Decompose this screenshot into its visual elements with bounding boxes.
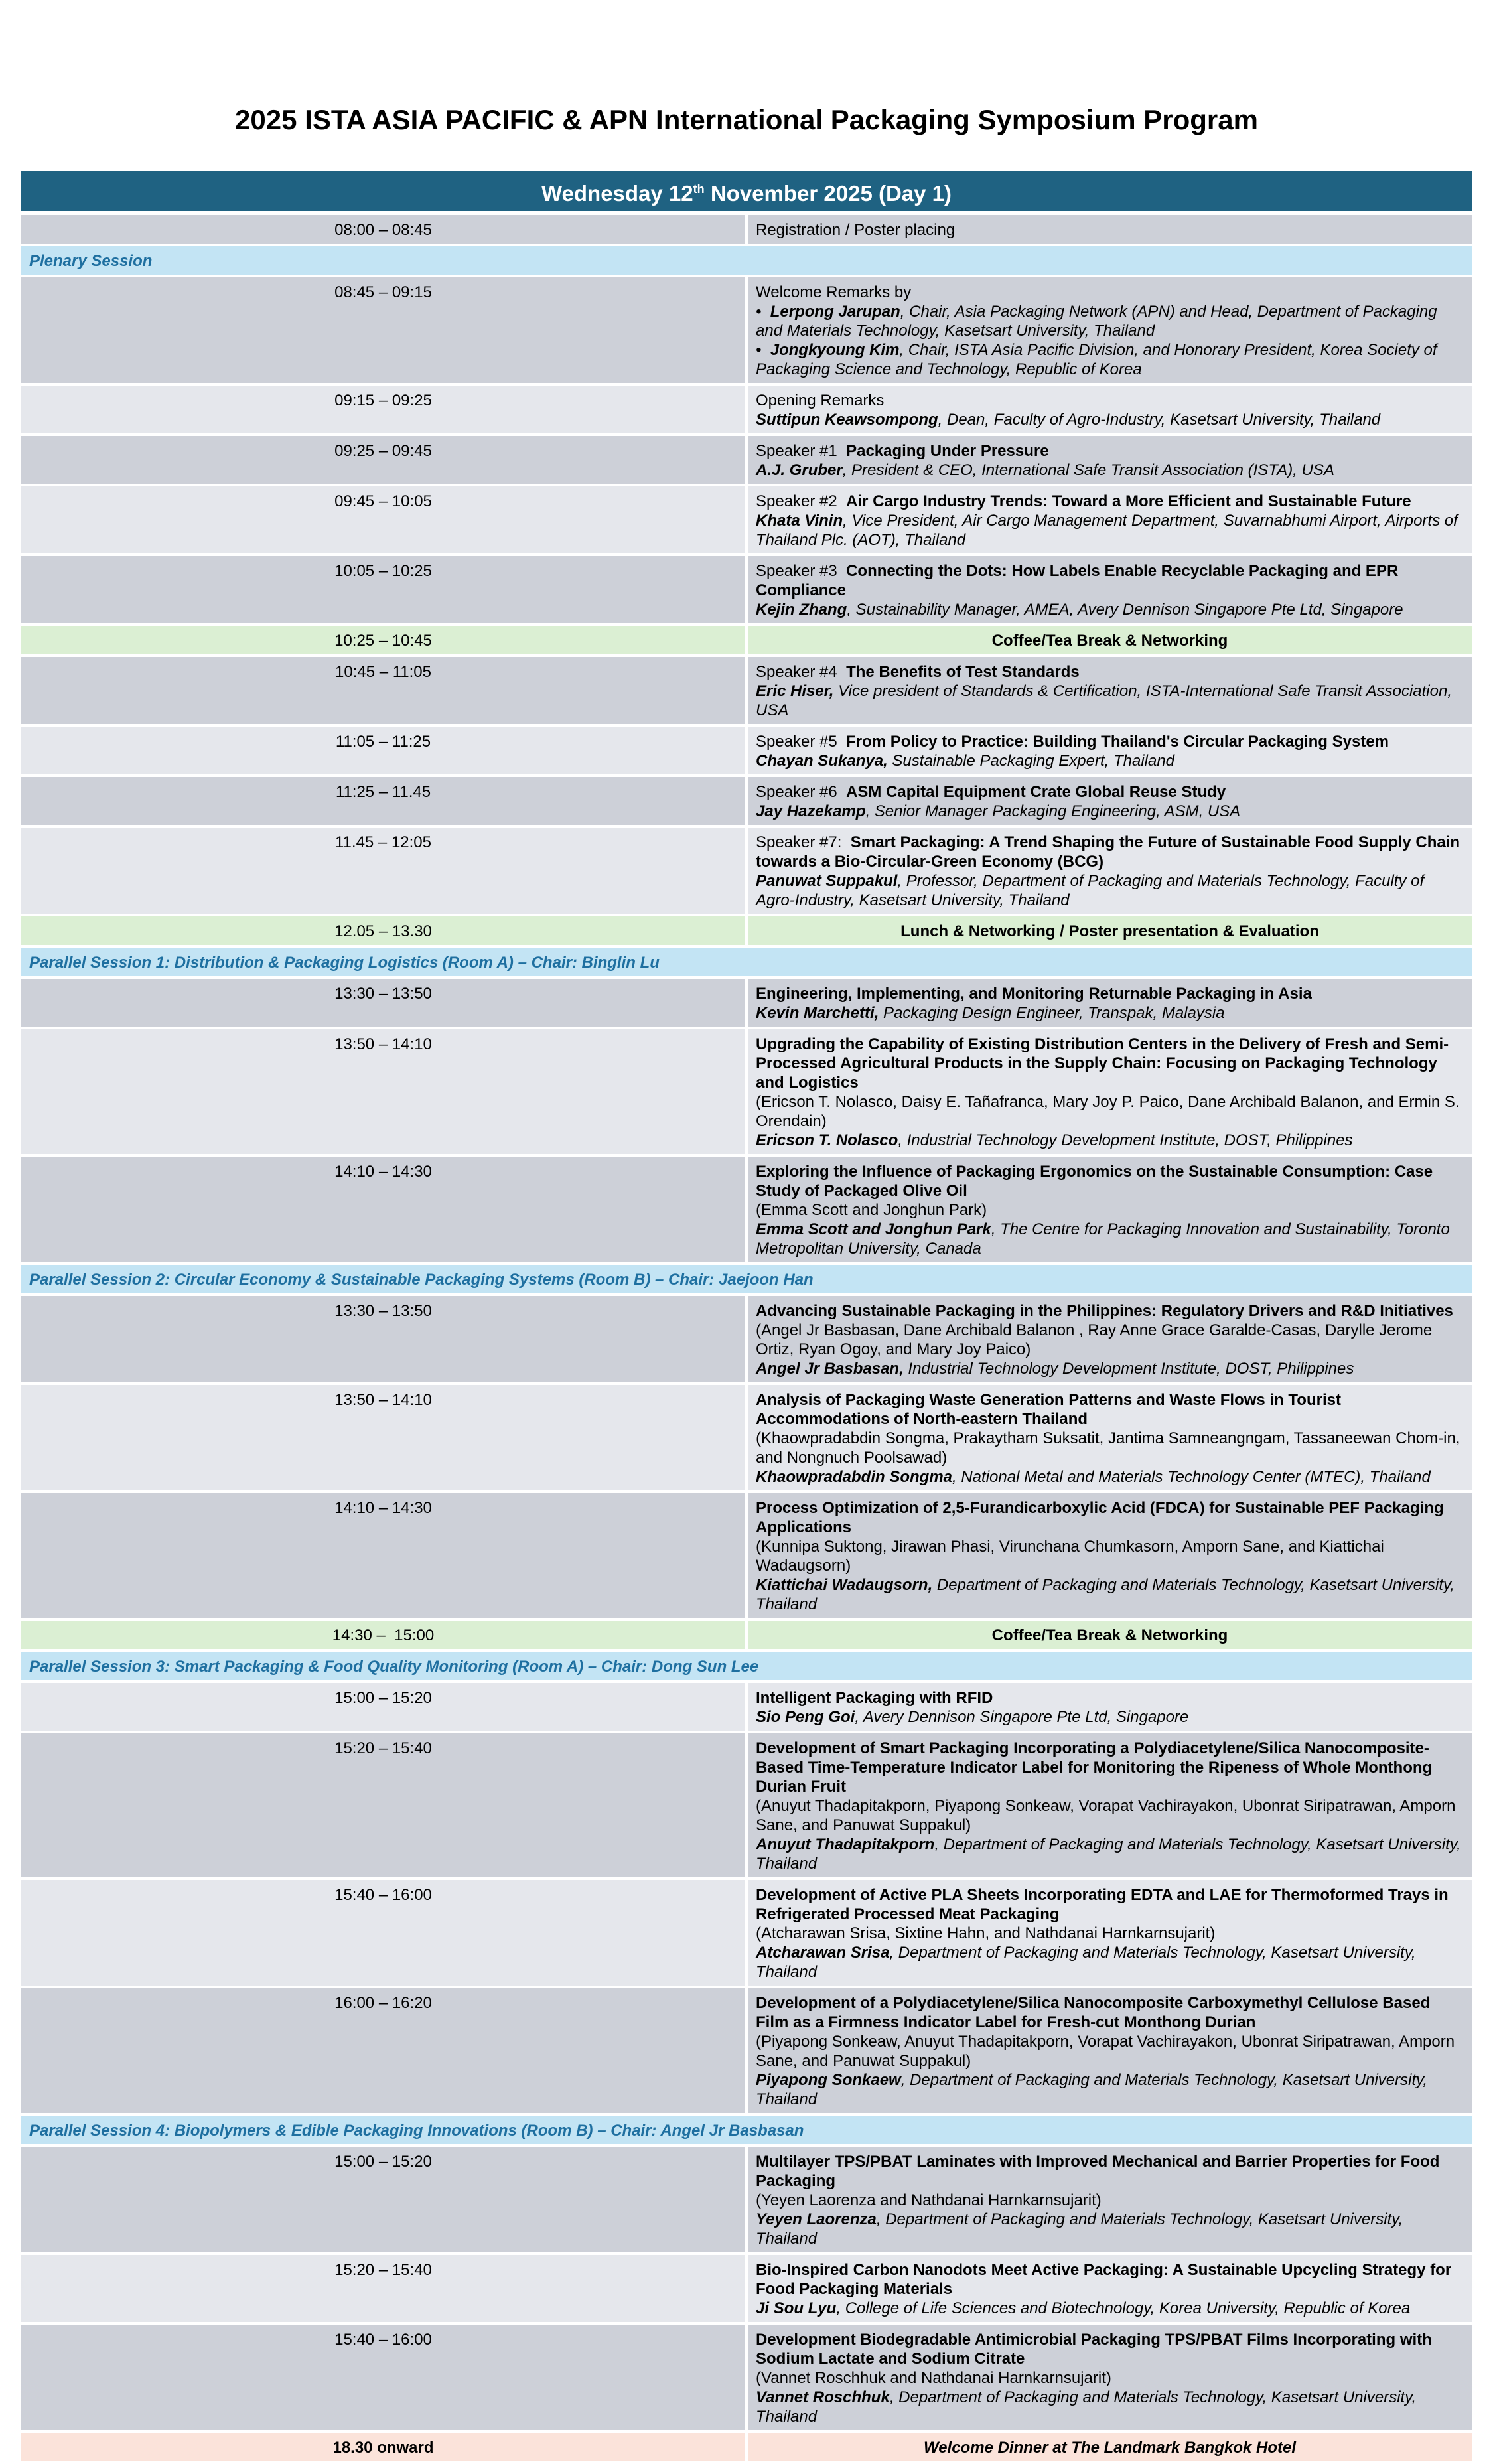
- speaker-line: [756, 2299, 1464, 2318]
- event-cell: [746, 978, 1473, 1028]
- author-list: (Piyapong Sonkeaw, Anuyut Thadapitakporn, Vorapat Vachirayakon, Ubonrat Siripatrawan, Amporn Sane, and Panuwat Suppakul): [756, 2033, 1455, 2070]
- schedule-row: [20, 1682, 1473, 1732]
- schedule-row: [20, 1732, 1473, 1879]
- time-cell: 12.05 – 13.30: [20, 915, 746, 946]
- speaker-affiliation: Department of Packaging and Materials Technology, Kasetsart University, Thailand: [756, 1576, 1455, 1613]
- speaker-name: Anuyut Thadapitakporn: [756, 1836, 935, 1853]
- speaker-name: Kevin Marchetti,: [756, 1004, 879, 1022]
- talk-title: Advancing Sustainable Packaging in the Philippines: Regulatory Drivers and R&D Initiatives: [756, 1302, 1453, 1320]
- talk-title: Development Biodegradable Antimicrobial Packaging TPS/PBAT Films Incorporating with Sodium Lactate and Sodium Citrate: [756, 2331, 1432, 2368]
- author-list: (Kunnipa Suktong, Jirawan Phasi, Virunchana Chumkasorn, Amporn Sane, and Kiattichai Wadaugsorn): [756, 1538, 1384, 1575]
- schedule-row: [20, 1295, 1473, 1384]
- dinner-row: [20, 2431, 1473, 2463]
- schedule-row: [20, 435, 1473, 485]
- speaker-line: [756, 410, 1464, 429]
- speaker-line: [756, 751, 1464, 770]
- event-cell: [746, 435, 1473, 485]
- schedule-row: [20, 555, 1473, 624]
- author-list: (Yeyen Laorenza and Nathdanai Harnkarnsujarit): [756, 2191, 1102, 2209]
- author-list: (Angel Jr Basbasan, Dane Archibald Balanon , Ray Anne Grace Garalde-Casas, Darylle Jerome Ortiz, Ryan Ogoy, and Mary Joy Paico): [756, 1321, 1433, 1358]
- speaker-affiliation: , Department of Packaging and Materials Technology, Kasetsart University, Thailand: [756, 2071, 1427, 2108]
- speaker-affiliation: , Chair, Asia Packaging Network (APN) and Head, Department of Packaging and Materials Technology, Kasetsart University, Thailand: [756, 303, 1437, 340]
- time-cell: 11:25 – 11.45: [20, 776, 746, 826]
- talk-title: Intelligent Packaging with RFID: [756, 1689, 993, 1707]
- time-cell: 14:30 – 15:00: [20, 1619, 746, 1650]
- speaker-affiliation: , President & CEO, International Safe Transit Association (ISTA), USA: [842, 461, 1334, 479]
- schedule-row: [20, 1879, 1473, 1987]
- speaker-name: Vannet Roschhuk: [756, 2388, 890, 2406]
- speaker-affiliation: , Industrial Technology Development Institute, DOST, Philippines: [898, 1131, 1353, 1149]
- speaker-name: Jay Hazekamp: [756, 802, 866, 820]
- event-cell: [746, 725, 1473, 776]
- event-cell: [746, 1492, 1473, 1619]
- time-cell: 09:15 – 09:25: [20, 384, 746, 435]
- speaker-name: Ericson T. Nolasco: [756, 1131, 898, 1149]
- speaker-affiliation: , Senior Manager Packaging Engineering, ASM, USA: [865, 802, 1241, 820]
- event-cell: [746, 2254, 1473, 2323]
- speaker-name: Suttipun Keawsompong: [756, 411, 938, 429]
- time-cell: 16:00 – 16:20: [20, 1987, 746, 2114]
- day-header: [20, 169, 1473, 213]
- event-cell: [746, 656, 1473, 725]
- talk-title: The Benefits of Test Standards: [846, 663, 1080, 681]
- speaker-name: Piyapong Sonkaew: [756, 2071, 901, 2089]
- time-cell: 15:40 – 16:00: [20, 2323, 746, 2431]
- speaker-line: [756, 1943, 1464, 1982]
- speaker-name: Emma Scott and Jonghun Park: [756, 1220, 991, 1238]
- time-cell: 14:10 – 14:30: [20, 1492, 746, 1619]
- talk-title: Development of Smart Packaging Incorporating a Polydiacetylene/Silica Nanocomposite-Based Time-Temperature Indicator Label for Monitoring the Ripeness of Whole Monthong Durian Fruit: [756, 1739, 1433, 1796]
- schedule-row: [20, 2254, 1473, 2323]
- schedule-row: [20, 1028, 1473, 1155]
- speaker-topic-line: [756, 833, 1464, 871]
- talk-title: Engineering, Implementing, and Monitoring Returnable Packaging in Asia: [756, 985, 1312, 1003]
- author-list: (Ericson T. Nolasco, Daisy E. Tañafranca, Mary Joy P. Paico, Dane Archibald Balanon, and Ermin S. Orendain): [756, 1093, 1460, 1130]
- dinner-label: Welcome Dinner at The Landmark Bangkok Hotel: [746, 2431, 1473, 2463]
- event-cell: [746, 276, 1473, 384]
- speaker-line: [756, 871, 1464, 910]
- speaker-number: Speaker #5: [756, 733, 847, 751]
- speaker-name: Angel Jr Basbasan,: [756, 1360, 904, 1378]
- speaker-affiliation: , Avery Dennison Singapore Pte Ltd, Singapore: [855, 1708, 1189, 1726]
- event-cell: [746, 2145, 1473, 2254]
- day-header-cell: [20, 169, 1473, 213]
- session-header: [20, 1264, 1473, 1295]
- speaker-line: [756, 2388, 1464, 2426]
- speaker-name: Yeyen Laorenza: [756, 2210, 877, 2228]
- session-title: Plenary Session: [20, 245, 1473, 276]
- speaker-line: [756, 2070, 1464, 2109]
- speaker-number: Speaker #7:: [756, 833, 851, 851]
- author-list: (Khaowpradabdin Songma, Prakaytham Suksatit, Jantima Samneangngam, Tassaneewan Chom-in, and Nongnuch Poolsawad): [756, 1429, 1460, 1467]
- speaker-name: Khata Vinin: [756, 512, 843, 530]
- event-intro: Welcome Remarks by: [756, 283, 912, 301]
- talk-title: From Policy to Practice: Building Thailand's Circular Packaging System: [846, 733, 1389, 751]
- session-header: [20, 2114, 1473, 2145]
- schedule-row: [20, 1155, 1473, 1264]
- author-list: (Atcharawan Srisa, Sixtine Hahn, and Nathdanai Harnkarnsujarit): [756, 1924, 1216, 1942]
- speaker-line: [756, 1575, 1464, 1614]
- speaker-name: Kiattichai Wadaugsorn,: [756, 1576, 933, 1594]
- session-title: Parallel Session 4: Biopolymers & Edible Packaging Innovations (Room B) – Chair: Angel Jr Basbasan: [20, 2114, 1473, 2145]
- talk-title: Process Optimization of 2,5-Furandicarboxylic Acid (FDCA) for Sustainable PEF Packaging Applications: [756, 1499, 1444, 1536]
- speaker-line: [756, 511, 1464, 549]
- time-cell: 18.30 onward: [20, 2431, 746, 2463]
- talk-title: Upgrading the Capability of Existing Distribution Centers in the Delivery of Fresh and Semi-Processed Agricultural Products in the Supply Chain: Focusing on Packaging Technology and Logistics: [756, 1035, 1449, 1092]
- time-cell: 11.45 – 12:05: [20, 826, 746, 915]
- talk-title: Packaging Under Pressure: [846, 442, 1049, 460]
- event-cell: [746, 2323, 1473, 2431]
- time-cell: 10:05 – 10:25: [20, 555, 746, 624]
- time-cell: 09:45 – 10:05: [20, 485, 746, 555]
- talk-title: Development of a Polydiacetylene/Silica Nanocomposite Carboxymethyl Cellulose Based Film as a Firmness Indicator Label for Fresh-cut Monthong Durian: [756, 1994, 1431, 2031]
- talk-title: ASM Capital Equipment Crate Global Reuse Study: [846, 783, 1226, 801]
- break-label: Lunch & Networking / Poster presentation & Evaluation: [746, 915, 1473, 946]
- speaker-line: [756, 1359, 1464, 1378]
- speaker-affiliation: , National Metal and Materials Technology Center (MTEC), Thailand: [952, 1468, 1431, 1486]
- event-cell: [746, 1295, 1473, 1384]
- schedule-row: [20, 776, 1473, 826]
- session-title: Parallel Session 1: Distribution & Packaging Logistics (Room A) – Chair: Binglin Lu: [20, 946, 1473, 978]
- event-cell: [746, 384, 1473, 435]
- session-title: Parallel Session 3: Smart Packaging & Food Quality Monitoring (Room A) – Chair: Dong Sun Lee: [20, 1650, 1473, 1682]
- speaker-line: [756, 1131, 1464, 1150]
- day-date-text: Wednesday 12: [541, 181, 693, 206]
- document-title: 2025 ISTA ASIA PACIFIC & APN International Packaging Symposium Program: [235, 104, 1258, 135]
- time-cell: 15:00 – 15:20: [20, 2145, 746, 2254]
- speaker-line: [756, 1707, 1464, 1727]
- talk-title: Smart Packaging: A Trend Shaping the Future of Sustainable Food Supply Chain towards a Bio-Circular-Green Economy (BCG): [756, 833, 1460, 871]
- event-cell: Registration / Poster placing: [746, 213, 1473, 245]
- talk-title: Connecting the Dots: How Labels Enable Recyclable Packaging and EPR Compliance: [756, 562, 1399, 599]
- speaker-line: [756, 1003, 1464, 1023]
- speaker-affiliation: , College of Life Sciences and Biotechnology, Korea University, Republic of Korea: [836, 2299, 1411, 2317]
- talk-title: Development of Active PLA Sheets Incorporating EDTA and LAE for Thermoformed Trays in Refrigerated Processed Meat Packaging: [756, 1886, 1449, 1923]
- event-cell: [746, 826, 1473, 915]
- speaker-topic-line: [756, 441, 1464, 461]
- schedule-row: [20, 213, 1473, 245]
- time-cell: 10:45 – 11:05: [20, 656, 746, 725]
- talk-title: Air Cargo Industry Trends: Toward a More Efficient and Sustainable Future: [846, 492, 1411, 510]
- speaker-name: Panuwat Suppakul: [756, 872, 898, 890]
- talk-title: Bio-Inspired Carbon Nanodots Meet Active Packaging: A Sustainable Upcycling Strategy for Food Packaging Materials: [756, 2261, 1452, 2298]
- time-cell: 13:50 – 14:10: [20, 1384, 746, 1492]
- time-cell: 15:00 – 15:20: [20, 1682, 746, 1732]
- schedule-row: [20, 384, 1473, 435]
- schedule-row: [20, 1492, 1473, 1619]
- session-header: [20, 946, 1473, 978]
- schedule-row: [20, 1384, 1473, 1492]
- speaker-topic-line: [756, 782, 1464, 802]
- schedule-row: [20, 656, 1473, 725]
- time-cell: 08:45 – 09:15: [20, 276, 746, 384]
- break-row: [20, 1619, 1473, 1650]
- speaker-line: [756, 682, 1464, 720]
- day-date-suffix: November 2025 (Day 1): [704, 181, 952, 206]
- speaker-affiliation: Vice president of Standards & Certification, ISTA-International Safe Transit Association, USA: [756, 682, 1452, 719]
- break-label: Coffee/Tea Break & Networking: [746, 624, 1473, 656]
- day-ordinal: th: [693, 182, 705, 196]
- time-cell: 15:20 – 15:40: [20, 2254, 746, 2323]
- speaker-name: Sio Peng Goi: [756, 1708, 855, 1726]
- event-intro: Opening Remarks: [756, 392, 885, 409]
- event-cell: [746, 1384, 1473, 1492]
- time-cell: 10:25 – 10:45: [20, 624, 746, 656]
- time-cell: 13:50 – 14:10: [20, 1028, 746, 1155]
- speaker-affiliation: , Vice President, Air Cargo Management Department, Suvarnabhumi Airport, Airports of Thailand Plc. (AOT), Thailand: [756, 512, 1458, 549]
- break-label: Coffee/Tea Break & Networking: [746, 1619, 1473, 1650]
- speaker-line: [756, 1835, 1464, 1873]
- speaker-number: Speaker #2: [756, 492, 847, 510]
- program-table: [19, 168, 1474, 2464]
- author-list: (Emma Scott and Jonghun Park): [756, 1201, 987, 1219]
- break-row: [20, 624, 1473, 656]
- speaker-name: Eric Hiser,: [756, 682, 834, 700]
- speaker-line: [756, 600, 1464, 619]
- speaker-affiliation: Packaging Design Engineer, Transpak, Malaysia: [879, 1004, 1225, 1022]
- speaker-name: Khaowpradabdin Songma: [756, 1468, 953, 1486]
- speaker-affiliation: , Sustainability Manager, AMEA, Avery Dennison Singapore Pte Ltd, Singapore: [847, 601, 1403, 618]
- speaker-name: Jongkyoung Kim: [770, 341, 900, 359]
- speaker-line: [756, 1467, 1464, 1486]
- speaker-affiliation: , Professor, Department of Packaging and Materials Technology, Faculty of Agro-Industry, Kasetsart University, Thailand: [756, 872, 1425, 909]
- schedule-row: [20, 485, 1473, 555]
- speaker-topic-line: [756, 492, 1464, 511]
- speaker-topic-line: [756, 662, 1464, 682]
- event-cell: [746, 1879, 1473, 1987]
- speaker-name: Kejin Zhang: [756, 601, 847, 618]
- author-list: (Vannet Roschhuk and Nathdanai Harnkarnsujarit): [756, 2369, 1111, 2387]
- talk-title: Multilayer TPS/PBAT Laminates with Improved Mechanical and Barrier Properties for Food Packaging: [756, 2153, 1440, 2190]
- speaker-affiliation: , Department of Packaging and Materials Technology, Kasetsart University, Thailand: [756, 1944, 1416, 1981]
- speaker-line: [756, 461, 1464, 480]
- schedule-row: [20, 826, 1473, 915]
- talk-title: Analysis of Packaging Waste Generation Patterns and Waste Flows in Tourist Accommodations of North-eastern Thailand: [756, 1391, 1341, 1428]
- speaker-affiliation: , Department of Packaging and Materials Technology, Kasetsart University, Thailand: [756, 1836, 1461, 1873]
- speaker-affiliation: Sustainable Packaging Expert, Thailand: [887, 752, 1175, 770]
- time-cell: 15:40 – 16:00: [20, 1879, 746, 1987]
- schedule-row: [20, 725, 1473, 776]
- time-cell: 11:05 – 11:25: [20, 725, 746, 776]
- speaker-line: [756, 2210, 1464, 2248]
- author-list: (Anuyut Thadapitakporn, Piyapong Sonkeaw, Vorapat Vachirayakon, Ubonrat Siripatrawan, Amporn Sane, and Panuwat Suppakul): [756, 1797, 1456, 1834]
- speaker-name: Ji Sou Lyu: [756, 2299, 837, 2317]
- session-header: [20, 245, 1473, 276]
- speaker-name: A.J. Gruber: [756, 461, 843, 479]
- session-title: Parallel Session 2: Circular Economy & Sustainable Packaging Systems (Room B) – Chair: Jaejoon Han: [20, 1264, 1473, 1295]
- speaker-topic-line: [756, 561, 1464, 600]
- session-header: [20, 1650, 1473, 1682]
- speaker-line: [756, 802, 1464, 821]
- speaker-number: Speaker #1: [756, 442, 847, 460]
- time-cell: 08:00 – 08:45: [20, 213, 746, 245]
- event-cell: [746, 1732, 1473, 1879]
- schedule-row: [20, 276, 1473, 384]
- speaker-name: Lerpong Jarupan: [770, 303, 900, 321]
- speaker-bullet: • Lerpong Jarupan, Chair, Asia Packaging Network (APN) and Head, Department of Packaging and Materials Technology, Kasetsart University, Thailand: [756, 303, 1437, 340]
- break-row: [20, 915, 1473, 946]
- speaker-affiliation: , Department of Packaging and Materials Technology, Kasetsart University, Thailand: [756, 2388, 1417, 2426]
- talk-title: Exploring the Influence of Packaging Ergonomics on the Sustainable Consumption: Case Study of Packaged Olive Oil: [756, 1163, 1433, 1200]
- speaker-name: Chayan Sukanya,: [756, 752, 888, 770]
- speaker-name: Atcharawan Srisa: [756, 1944, 890, 1962]
- event-cell: [746, 1682, 1473, 1732]
- speaker-affiliation: , Department of Packaging and Materials Technology, Kasetsart University, Thailand: [756, 2210, 1403, 2248]
- speaker-number: Speaker #3: [756, 562, 847, 580]
- schedule-row: [20, 2323, 1473, 2431]
- speaker-affiliation: , Chair, ISTA Asia Pacific Division, and Honorary President, Korea Society of Packaging Science and Technology, Republic of Korea: [756, 341, 1437, 378]
- time-cell: 14:10 – 14:30: [20, 1155, 746, 1264]
- event-cell: [746, 485, 1473, 555]
- event-cell: [746, 555, 1473, 624]
- schedule-row: [20, 2145, 1473, 2254]
- time-cell: 13:30 – 13:50: [20, 978, 746, 1028]
- speaker-bullet: • Jongkyoung Kim, Chair, ISTA Asia Pacific Division, and Honorary President, Korea Society of Packaging Science and Technology, Republic of Korea: [756, 341, 1437, 378]
- schedule-row: [20, 1987, 1473, 2114]
- speaker-number: Speaker #6: [756, 783, 847, 801]
- event-cell: [746, 776, 1473, 826]
- speaker-affiliation: , The Centre for Packaging Innovation and Sustainability, Toronto Metropolitan University, Canada: [756, 1220, 1450, 1258]
- speaker-topic-line: [756, 732, 1464, 751]
- speaker-number: Speaker #4: [756, 663, 847, 681]
- speaker-line: [756, 1220, 1464, 1258]
- event-cell: [746, 1155, 1473, 1264]
- speaker-affiliation: , Dean, Faculty of Agro-Industry, Kasetsart University, Thailand: [938, 411, 1381, 429]
- speaker-affiliation: Industrial Technology Development Institute, DOST, Philippines: [903, 1360, 1354, 1378]
- time-cell: 15:20 – 15:40: [20, 1732, 746, 1879]
- time-cell: 13:30 – 13:50: [20, 1295, 746, 1384]
- time-cell: 09:25 – 09:45: [20, 435, 746, 485]
- event-cell: [746, 1028, 1473, 1155]
- schedule-row: [20, 978, 1473, 1028]
- event-cell: [746, 1987, 1473, 2114]
